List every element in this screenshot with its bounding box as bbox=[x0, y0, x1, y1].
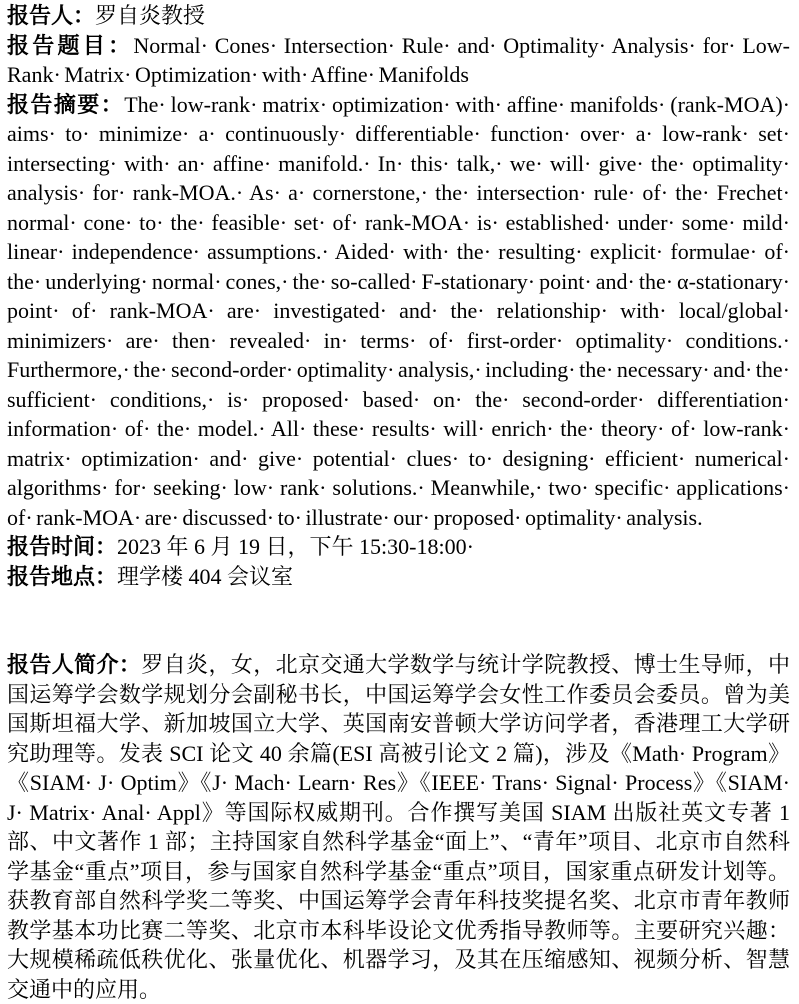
location-value: 理学楼 404 会议室 bbox=[117, 563, 294, 589]
speaker-label: 报告人： bbox=[7, 3, 96, 28]
bio-paragraph bbox=[7, 650, 790, 1004]
abstract-label: 报告摘要： bbox=[7, 91, 125, 117]
speaker-line bbox=[7, 1, 790, 31]
title-line bbox=[7, 31, 790, 90]
bio-value: 罗自炎，女，北京交通大学数学与统计学院教授、博士生导师，中国运筹学会数学规划分会副秘书长，中国运筹学会女性工作委员会委员。曾为美国斯坦福大学、新加坡国立大学、英国南安普顿大学访问学者，香港理工大学研究助理等。发表 SCI 论文 40 余篇(ESI 高被引论文 2 篇)，涉及《Math· Program》《SIAM· J· Optim》《J· Mach· Learn· Res》《IEEE· Trans· Signal· Process》《SIAM· J· Matrix· Anal· Appl》等国际权威期刊。合作撰写美国 SIAM 出版社英文专著 1 部、中文著作 1 部；主持国家自然科学基金“面上”、“青年”项目、北京市自然科学基金“重点”项目，参与国家自然科学基金“重点”项目，国家重点研发计划等。获教育部自然科学奖二等奖、中国运筹学会青年科技奖提名奖、北京市青年教师教学基本功比赛二等奖、北京市本科毕设论文优秀指导教师等。主要研究兴趣：大规模稀疏低秩优化、张量优化、机器学习，及其在压缩感知、视频分析、智慧交通中的应用。 bbox=[7, 652, 790, 1002]
title-value: Normal· Cones· Intersection· Rule· and· Optimality· Analysis· for· Low-Rank· Matrix· Optimization· with· Affine· Manifolds bbox=[7, 32, 790, 87]
paragraph-gap bbox=[7, 591, 790, 650]
speaker-value: 罗自炎教授 bbox=[95, 3, 206, 28]
bio-label: 报告人简介： bbox=[7, 652, 142, 677]
time-label: 报告时间： bbox=[7, 534, 118, 559]
abstract-paragraph bbox=[7, 90, 790, 533]
title-label: 报告题目： bbox=[7, 32, 134, 58]
location-label: 报告地点： bbox=[7, 563, 118, 589]
time-line bbox=[7, 532, 790, 562]
time-value: 2023 年 6 月 19 日，下午 15:30-18:00· bbox=[117, 534, 474, 559]
abstract-value: The· low-rank· matrix· optimization· with· affine· manifolds· (rank-MOA)· aims· to· minimize· a· continuously· differentiable· function· over· a· low-rank· set· intersecting· with· an· affine· manifold.· In· this· talk,· we· will· give· the· optimality· analysis· for· rank-MOA.· As· a· cornerstone,· the· intersection· rule· of· the· Frechet· normal· cone· to· the· feasible· set· of· rank-MOA· is· established· under· some· mild· linear· independence· assumptions.· Aided· with· the· resulting· explicit· formulae· of· the· underlying· normal· cones,· the· so-called· F-stationary· point· and· the· α-stationary· point· of· rank-MOA· are· investigated· and· the· relationship· with· local/global· minimizers· are· then· revealed· in· terms· of· first-order· optimality· conditions.· Furthermore,· the· second-order· optimality· analysis,· including· the· necessary· and· the· sufficient· conditions,· is· proposed· based· on· the· second-order· differentiation· information· of· the· model.· All· these· results· will· enrich· the· theory· of· low-rank· matrix· optimization· and· give· potential· clues· to· designing· efficient· numerical· algorithms· for· seeking· low· rank· solutions.· Meanwhile,· two· specific· applications· of· rank-MOA· are· discussed· to· illustrate· our· proposed· optimality· analysis. bbox=[7, 91, 790, 530]
location-line bbox=[7, 562, 790, 592]
